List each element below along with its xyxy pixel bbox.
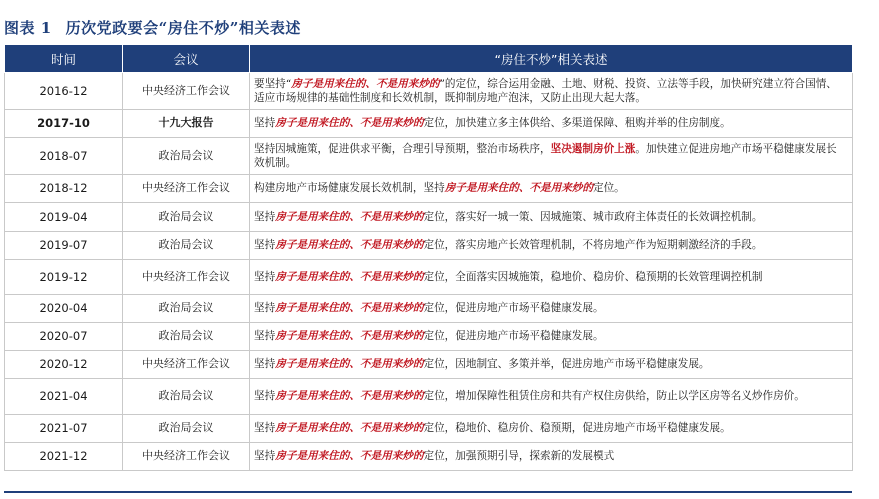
cell-date: 2016-12 (5, 73, 123, 110)
cell-date: 2018-12 (5, 175, 123, 203)
statement-text: 坚持 (254, 239, 276, 252)
table-row (5, 351, 853, 379)
cell-statement (250, 260, 853, 295)
statement-text: 定位，促进房地产市场平稳健康发展。 (423, 330, 604, 343)
cell-statement (250, 295, 853, 323)
cell-date: 2021-04 (5, 379, 123, 415)
highlight-phrase: 坚决遏制房价上涨 (550, 142, 636, 155)
bottom-divider (4, 491, 852, 493)
cell-meeting: 十九大报告 (123, 110, 250, 138)
statement-text: 定位，因地制宜、多策并举，促进房地产市场平稳健康发展。 (423, 358, 710, 371)
statement-text: 定位，增加保障性租赁住房和共有产权住房供给，防止以学区房等名义炒作房价。 (423, 390, 805, 403)
cell-meeting: 政治局会议 (123, 415, 250, 443)
highlight-phrase: 房子是用来住的、不是用来炒的 (275, 330, 424, 343)
statement-text: 定位。 (593, 182, 625, 195)
table-row (5, 443, 853, 471)
cell-statement (250, 379, 853, 415)
highlight-phrase: 房子是用来住的、不是用来炒的 (275, 422, 424, 435)
statement-text: 要坚持“ (254, 77, 292, 90)
header-statement: “房住不炒”相关表述 (250, 45, 853, 73)
statement-text: 。加快建立促进房地产市场平稳健康发展长效机制。 (254, 142, 837, 169)
figure-label: 图表 1 (4, 19, 52, 37)
statement-text: 定位，落实好一城一策、因城施策、城市政府主体责任的长效调控机制。 (423, 210, 763, 223)
cell-meeting: 政治局会议 (123, 323, 250, 351)
table-row (5, 203, 853, 232)
cell-date: 2021-07 (5, 415, 123, 443)
table-row (5, 175, 853, 203)
cell-date: 2019-07 (5, 232, 123, 260)
table-row (5, 415, 853, 443)
statement-text: 定位，落实房地产长效管理机制，不将房地产作为短期刺激经济的手段。 (423, 239, 763, 252)
statement-text: 坚持 (254, 270, 276, 283)
statement-text: 定位，稳地价、稳房价、稳预期，促进房地产市场平稳健康发展。 (423, 422, 731, 435)
table-row (5, 323, 853, 351)
header-meeting: 会议 (123, 45, 250, 73)
figure-title-text: 历次党政要会“房住不炒”相关表述 (65, 19, 301, 37)
highlight-phrase: 房子是用来住的、不是用来炒的 (275, 358, 424, 371)
statements-table (4, 44, 853, 471)
highlight-phrase: 房子是用来住的、不是用来炒的 (291, 77, 440, 90)
cell-date: 2020-04 (5, 295, 123, 323)
table-row (5, 73, 853, 110)
cell-meeting: 政治局会议 (123, 295, 250, 323)
cell-date: 2020-12 (5, 351, 123, 379)
cell-meeting: 中央经济工作会议 (123, 260, 250, 295)
table-body (5, 73, 853, 471)
cell-date: 2018-07 (5, 138, 123, 175)
cell-statement (250, 175, 853, 203)
cell-statement (250, 232, 853, 260)
statement-text: 坚持 (254, 117, 276, 130)
statement-text: ”的定位，综合运用金融、土地、财税、投资、立法等手段，加快研究建立符合国情、适应市场规律的基础性制度和长效机制，既抑制房地产泡沫，又防止出现大起大落。 (254, 77, 837, 104)
statement-text: 定位，加快建立多主体供给、多渠道保障、租购并举的住房制度。 (423, 117, 731, 130)
cell-date: 2020-07 (5, 323, 123, 351)
cell-meeting: 中央经济工作会议 (123, 73, 250, 110)
table-header (5, 45, 853, 73)
cell-meeting: 政治局会议 (123, 138, 250, 175)
table-row (5, 110, 853, 138)
header-date: 时间 (5, 45, 123, 73)
cell-statement (250, 73, 853, 110)
highlight-phrase: 房子是用来住的、不是用来炒的 (275, 210, 424, 223)
cell-meeting: 政治局会议 (123, 203, 250, 232)
statement-text: 坚持 (254, 422, 276, 435)
table-row (5, 232, 853, 260)
statement-text: 坚持 (254, 330, 276, 343)
cell-statement (250, 138, 853, 175)
statement-text: 坚持因城施策，促进供求平衡，合理引导预期，整治市场秩序， (254, 142, 551, 155)
table-row (5, 260, 853, 295)
table-row (5, 295, 853, 323)
cell-meeting: 政治局会议 (123, 379, 250, 415)
highlight-phrase: 房子是用来住的、不是用来炒的 (275, 390, 424, 403)
cell-statement (250, 203, 853, 232)
table-row (5, 379, 853, 415)
statement-text: 定位，全面落实因城施策，稳地价、稳房价、稳预期的长效管理调控机制 (423, 270, 763, 283)
highlight-phrase: 房子是用来住的、不是用来炒的 (275, 302, 424, 315)
statement-text: 坚持 (254, 302, 276, 315)
cell-date: 2019-12 (5, 260, 123, 295)
cell-meeting: 中央经济工作会议 (123, 175, 250, 203)
figure-title (4, 17, 301, 39)
statement-text: 坚持 (254, 450, 276, 463)
statement-text: 坚持 (254, 358, 276, 371)
cell-meeting: 中央经济工作会议 (123, 351, 250, 379)
statement-text: 坚持 (254, 210, 276, 223)
highlight-phrase: 房子是用来住的、不是用来炒的 (275, 117, 424, 130)
statement-text: 定位，加强预期引导，探索新的发展模式 (423, 450, 615, 463)
cell-meeting: 中央经济工作会议 (123, 443, 250, 471)
statement-text: 定位，促进房地产市场平稳健康发展。 (423, 302, 604, 315)
cell-statement (250, 443, 853, 471)
highlight-phrase: 房子是用来住的、不是用来炒的 (275, 239, 424, 252)
cell-statement (250, 351, 853, 379)
highlight-phrase: 房子是用来住的、不是用来炒的 (275, 270, 424, 283)
cell-statement (250, 110, 853, 138)
highlight-phrase: 房子是用来住的、不是用来炒的 (444, 182, 593, 195)
statement-text: 坚持 (254, 390, 276, 403)
cell-date: 2019-04 (5, 203, 123, 232)
cell-date: 2021-12 (5, 443, 123, 471)
cell-statement (250, 415, 853, 443)
highlight-phrase: 房子是用来住的、不是用来炒的 (275, 450, 424, 463)
table-row (5, 138, 853, 175)
statement-text: 构建房地产市场健康发展长效机制，坚持 (254, 182, 445, 195)
cell-date: 2017-10 (5, 110, 123, 138)
cell-meeting: 政治局会议 (123, 232, 250, 260)
cell-statement (250, 323, 853, 351)
